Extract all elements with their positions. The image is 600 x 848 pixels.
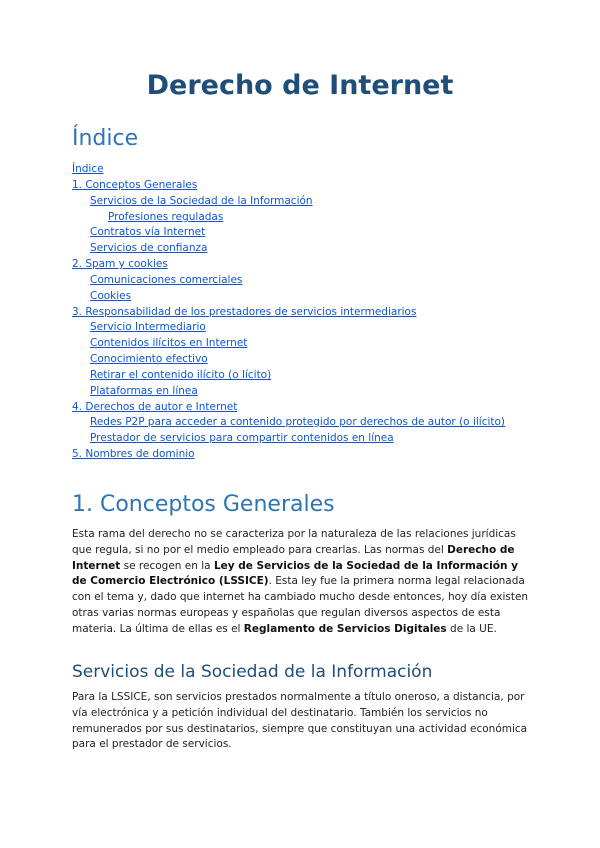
toc-link-prestador-compartir-contenidos[interactable]: Prestador de servicios para compartir contenidos en línea	[90, 432, 394, 444]
section-heading-servicios-sociedad: Servicios de la Sociedad de la Información	[72, 662, 433, 682]
paragraph-text: Esta rama del derecho no se caracteriza por la naturaleza de las relaciones jurídicas que regula, si no por el medio empleado para crearlas. Las normas del	[72, 528, 516, 556]
bold-term-lssice: Ley de Servicios de la Sociedad de la Información y de Comercio Electrónico (LSSICE)	[72, 559, 518, 588]
toc-link-servicio-intermediario[interactable]: Servicio Intermediario	[90, 321, 206, 333]
toc-link-retirar-contenido[interactable]: Retirar el contenido ilícito (o lícito)	[90, 369, 272, 381]
bold-term-derecho-internet: Derecho de Internet	[72, 543, 515, 572]
section-heading-conceptos-generales: 1. Conceptos Generales	[72, 492, 335, 517]
toc-link-servicios-confianza[interactable]: Servicios de confianza	[90, 242, 208, 254]
toc-link-cookies[interactable]: Cookies	[90, 290, 132, 302]
toc-link-profesiones-reguladas[interactable]: Profesiones reguladas	[108, 211, 224, 223]
toc-link-redes-p2p[interactable]: Redes P2P para acceder a contenido protegido por derechos de autor (o ilícito)	[90, 416, 506, 428]
toc-link-nombres-dominio[interactable]: 5. Nombres de dominio	[72, 448, 195, 460]
toc-link-conceptos-generales[interactable]: 1. Conceptos Generales	[72, 179, 198, 191]
toc-link-contenidos-ilicitos[interactable]: Contenidos ilícitos en Internet	[90, 337, 248, 349]
toc-heading: Índice	[72, 126, 139, 151]
toc-link-comunicaciones-comerciales[interactable]: Comunicaciones comerciales	[90, 274, 243, 286]
toc-link-plataformas-en-linea[interactable]: Plataformas en línea	[90, 385, 198, 397]
toc-link-indice[interactable]: Índice	[72, 163, 104, 175]
toc-link-conocimiento-efectivo[interactable]: Conocimiento efectivo	[90, 353, 208, 365]
paragraph-servicios-sociedad: Para la LSSICE, son servicios prestados normalmente a título oneroso, a distancia, por vía electrónica y a petición individual del destinatario. También los servicios no remunerados por sus destinatarios, siempre que constituyan una actividad económica para el prestador de servicios.	[72, 691, 528, 751]
document-title: Derecho de Internet	[146, 70, 454, 101]
toc-link-servicios-sociedad-informacion[interactable]: Servicios de la Sociedad de la Información	[90, 195, 313, 207]
paragraph-text: se recogen en la	[120, 559, 214, 572]
paragraph-text: . Esta ley fue la primera norma legal relacionada con el tema y, dado que internet ha cambiado mucho desde entonces, hoy día existen otras varias normas europeas y españolas que regulan diversos aspectos de esta materia. La última de ellas es el	[72, 575, 529, 635]
toc-link-responsabilidad-prestadores[interactable]: 3. Responsabilidad de los prestadores de servicios intermediarios	[72, 306, 417, 318]
bold-term-reglamento: Reglamento de Servicios Digitales	[243, 622, 447, 635]
paragraph-conceptos-generales	[72, 527, 530, 638]
toc-link-spam-cookies[interactable]: 2. Spam y cookies	[72, 258, 168, 270]
toc-link-derechos-autor[interactable]: 4. Derechos de autor e Internet	[72, 401, 238, 413]
toc-link-contratos-via-internet[interactable]: Contratos vía Internet	[90, 226, 206, 238]
paragraph-text: de la UE.	[446, 622, 497, 635]
